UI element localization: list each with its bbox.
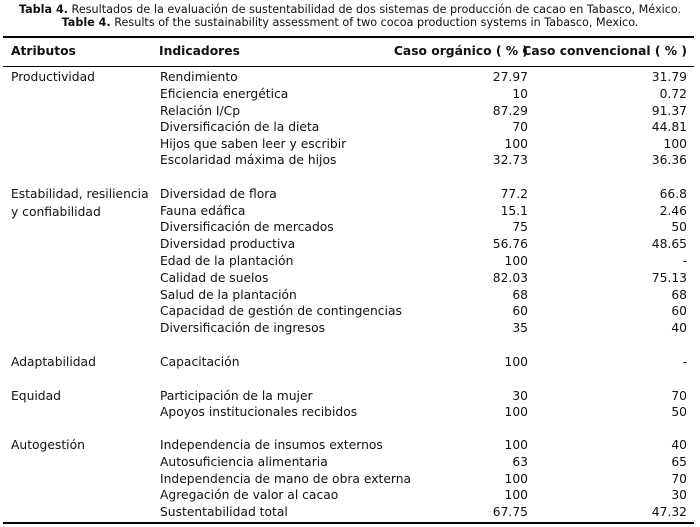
conventional-value: 70 — [671, 389, 687, 403]
indicator-cell: Capacitación — [160, 355, 240, 369]
caption-spanish-label: Tabla 4. — [18, 3, 68, 16]
organic-value: 87.29 — [492, 104, 528, 118]
indicator-cell: Relación I/Cp — [160, 104, 241, 118]
conventional-value: 31.79 — [651, 70, 687, 84]
conventional-value: 68 — [671, 288, 687, 302]
organic-value: 100 — [504, 488, 528, 502]
indicator-cell: Calidad de suelos — [160, 271, 269, 285]
caption-spanish — [0, 3, 700, 16]
conventional-value-total: 47.32 — [651, 505, 687, 519]
attribute-adaptabilidad: Adaptabilidad — [11, 355, 96, 369]
conventional-value: 48.65 — [651, 237, 687, 251]
organic-value: 56.76 — [492, 237, 528, 251]
table-top-rule — [3, 36, 694, 38]
organic-value: 82.03 — [492, 271, 528, 285]
caption-english-text: Results of the sustainability assessment of two cocoa production systems in Tabasco, Mexico. — [114, 16, 639, 29]
organic-value: 68 — [512, 288, 528, 302]
indicator-cell: Escolaridad máxima de hijos — [160, 153, 337, 167]
indicator-cell: Diversificación de la dieta — [160, 120, 320, 134]
indicator-cell: Hijos que saben leer y escribir — [160, 137, 347, 151]
indicator-cell: Independencia de insumos externos — [160, 438, 383, 452]
indicator-cell: Capacidad de gestión de contingencias — [160, 304, 402, 318]
organic-value-total: 67.75 — [492, 505, 528, 519]
conventional-value: 50 — [671, 405, 687, 419]
indicator-cell: Diversificación de ingresos — [160, 321, 326, 335]
indicator-cell: Diversidad de flora — [160, 187, 277, 201]
conventional-value: 100 — [663, 137, 687, 151]
conventional-value: 75.13 — [651, 271, 687, 285]
organic-value: 60 — [512, 304, 528, 318]
header-conventional-case: Caso convencional ( % ) — [522, 44, 687, 58]
indicator-cell-total: Sustentabilidad total — [160, 505, 288, 519]
attribute-autogestion: Autogestión — [11, 438, 85, 452]
organic-value: 100 — [504, 405, 528, 419]
attribute-estabilidad-line2: y confiabilidad — [11, 205, 101, 219]
caption-spanish-text: Resultados de la evaluación de sustentabilidad de dos sistemas de producción de cacao en Tabasco, México. — [71, 3, 682, 16]
conventional-value: 40 — [671, 438, 687, 452]
organic-value: 70 — [512, 120, 528, 134]
organic-value: 10 — [512, 87, 528, 101]
organic-value: 15.1 — [500, 204, 528, 218]
conventional-value: 44.81 — [651, 120, 687, 134]
caption-english-label: Table 4. — [61, 16, 111, 29]
organic-value: 35 — [512, 321, 528, 335]
conventional-value: 66.8 — [659, 187, 687, 201]
indicator-cell: Participación de la mujer — [160, 389, 313, 403]
conventional-value: - — [682, 254, 687, 268]
indicator-cell: Agregación de valor al cacao — [160, 488, 339, 502]
table-header-rule — [3, 66, 694, 67]
caption-english — [0, 16, 700, 29]
conventional-value: 40 — [671, 321, 687, 335]
indicator-cell: Eficiencia energética — [160, 87, 289, 101]
organic-value: 77.2 — [500, 187, 528, 201]
conventional-value: 2.46 — [659, 204, 687, 218]
conventional-value: 36.36 — [651, 153, 687, 167]
attribute-equidad: Equidad — [11, 389, 61, 403]
indicator-cell: Diversificación de mercados — [160, 220, 334, 234]
header-attributes: Atributos — [11, 44, 76, 58]
conventional-value: - — [682, 355, 687, 369]
conventional-value: 30 — [671, 488, 687, 502]
organic-value: 100 — [504, 438, 528, 452]
organic-value: 27.97 — [492, 70, 528, 84]
conventional-value: 65 — [671, 455, 687, 469]
organic-value: 30 — [512, 389, 528, 403]
indicator-cell: Rendimiento — [160, 70, 238, 84]
organic-value: 100 — [504, 355, 528, 369]
indicator-cell: Fauna edáfica — [160, 204, 246, 218]
header-indicators: Indicadores — [159, 44, 240, 58]
indicator-cell: Autosuficiencia alimentaria — [160, 455, 328, 469]
indicator-cell: Diversidad productiva — [160, 237, 296, 251]
organic-value: 100 — [504, 254, 528, 268]
attribute-productividad: Productividad — [11, 70, 95, 84]
organic-value: 100 — [504, 137, 528, 151]
indicator-cell: Edad de la plantación — [160, 254, 294, 268]
conventional-value: 91.37 — [651, 104, 687, 118]
indicator-cell: Independencia de mano de obra externa — [160, 472, 412, 486]
organic-value: 32.73 — [492, 153, 528, 167]
organic-value: 75 — [512, 220, 528, 234]
conventional-value: 70 — [671, 472, 687, 486]
indicator-cell: Apoyos institucionales recibidos — [160, 405, 358, 419]
conventional-value: 50 — [671, 220, 687, 234]
indicator-cell: Salud de la plantación — [160, 288, 297, 302]
attribute-estabilidad: Estabilidad, resiliencia — [11, 187, 149, 201]
conventional-value: 60 — [671, 304, 687, 318]
header-organic-case: Caso orgánico ( % ) — [393, 44, 528, 58]
organic-value: 100 — [504, 472, 528, 486]
table-bottom-rule — [3, 522, 694, 524]
organic-value: 63 — [512, 455, 528, 469]
conventional-value: 0.72 — [659, 87, 687, 101]
